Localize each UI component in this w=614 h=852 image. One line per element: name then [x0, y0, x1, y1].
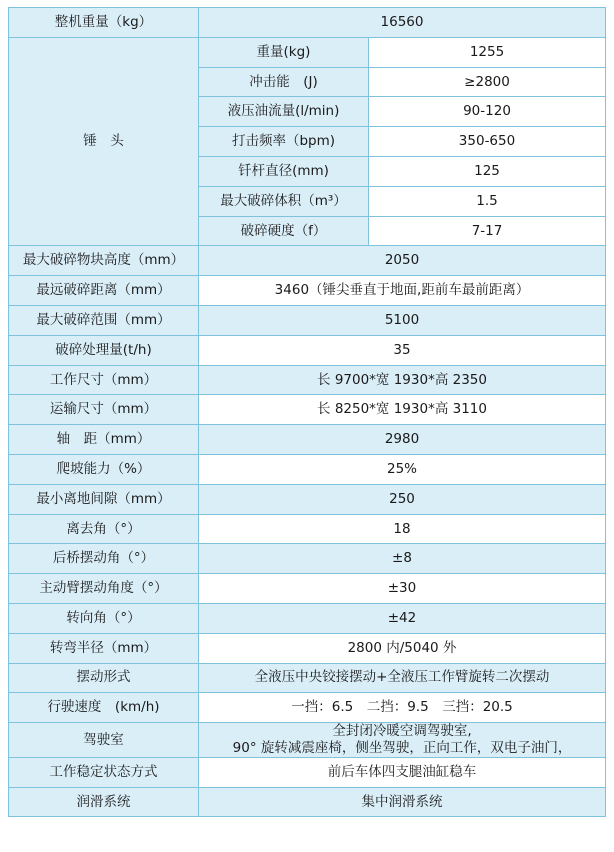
- row-label: 整机重量（kg）: [9, 8, 199, 38]
- row-label: 转弯半径（mm）: [9, 633, 199, 663]
- row-value: 3460（锤尖垂直于地面,距前车最前距离）: [199, 276, 606, 306]
- row-label: 离去角（°）: [9, 514, 199, 544]
- row-label: 主动臂摆动角度（°）: [9, 574, 199, 604]
- row-value: 一挡：6.5 二挡：9.5 三挡：20.5: [199, 693, 606, 723]
- row-value: 2050: [199, 246, 606, 276]
- table-row: [9, 663, 606, 693]
- table-row: [9, 454, 606, 484]
- spec-table: [8, 7, 606, 817]
- table-row: [9, 276, 606, 306]
- table-row: [9, 544, 606, 574]
- row-value: 长 8250*宽 1930*高 3110: [199, 395, 606, 425]
- row-value: ±8: [199, 544, 606, 574]
- table-row: [9, 603, 606, 633]
- row-value: ±30: [199, 574, 606, 604]
- row-label: 最大破碎物块高度（mm）: [9, 246, 199, 276]
- row-value: 全液压中央铰接摆动+全液压工作臂旋转二次摆动: [199, 663, 606, 693]
- sub-label: 冲击能 (J): [199, 67, 369, 97]
- table-row: [9, 246, 606, 276]
- row-value: 250: [199, 484, 606, 514]
- row-value: 18: [199, 514, 606, 544]
- row-label: 最远破碎距离（mm）: [9, 276, 199, 306]
- row-label: 爬坡能力（%）: [9, 454, 199, 484]
- table-row: [9, 8, 606, 38]
- sub-value: 125: [369, 156, 606, 186]
- sub-label: 破碎硬度（f）: [199, 216, 369, 246]
- row-value: 35: [199, 335, 606, 365]
- row-label: 破碎处理量(t/h): [9, 335, 199, 365]
- cab-value-line-2: 90° 旋转减震座椅，侧坐驾驶，正向工作，双电子油门，: [232, 740, 572, 756]
- sub-value: 90-120: [369, 97, 606, 127]
- table-row: [9, 787, 606, 817]
- table-row: [9, 693, 606, 723]
- row-label: 驾驶室: [9, 723, 199, 758]
- sub-label: 打击频率（bpm): [199, 127, 369, 157]
- table-row: [9, 395, 606, 425]
- row-label: 最小离地间隙（mm）: [9, 484, 199, 514]
- row-label: 工作稳定状态方式: [9, 757, 199, 787]
- row-value: 前后车体四支腿油缸稳车: [199, 757, 606, 787]
- row-value: 集中润滑系统: [199, 787, 606, 817]
- row-label: 润滑系统: [9, 787, 199, 817]
- row-label: 后桥摆动角（°）: [9, 544, 199, 574]
- row-value: 5100: [199, 305, 606, 335]
- table-row: [9, 335, 606, 365]
- table-row: [9, 723, 606, 758]
- sub-label: 钎杆直径(mm): [199, 156, 369, 186]
- row-value: 16560: [199, 8, 606, 38]
- row-value: 2980: [199, 425, 606, 455]
- sub-value: 1.5: [369, 186, 606, 216]
- row-value: [199, 723, 606, 758]
- row-label: 运输尺寸（mm）: [9, 395, 199, 425]
- row-value: 25%: [199, 454, 606, 484]
- cab-value-line-1: 全封闭冷暖空调驾驶室,: [332, 723, 472, 740]
- sub-label: 液压油流量(l/min): [199, 97, 369, 127]
- sub-label: 重量(kg): [199, 37, 369, 67]
- sub-value: ≥2800: [369, 67, 606, 97]
- table-row: [9, 757, 606, 787]
- row-value: 长 9700*宽 1930*高 2350: [199, 365, 606, 395]
- table-row: [9, 484, 606, 514]
- row-value: 2800 内/5040 外: [199, 633, 606, 663]
- row-label: 行驶速度 (km/h): [9, 693, 199, 723]
- table-row: [9, 365, 606, 395]
- hammer-group-label: 锤 头: [9, 37, 199, 246]
- sub-value: 7-17: [369, 216, 606, 246]
- row-label: 工作尺寸（mm）: [9, 365, 199, 395]
- table-row: [9, 37, 606, 67]
- row-value: ±42: [199, 603, 606, 633]
- row-label: 摆动形式: [9, 663, 199, 693]
- row-label: 转向角（°）: [9, 603, 199, 633]
- table-row: [9, 574, 606, 604]
- row-label: 最大破碎范围（mm）: [9, 305, 199, 335]
- row-label: 轴 距（mm）: [9, 425, 199, 455]
- sub-value: 1255: [369, 37, 606, 67]
- sub-value: 350-650: [369, 127, 606, 157]
- table-row: [9, 633, 606, 663]
- sub-label: 最大破碎体积（m³）: [199, 186, 369, 216]
- table-row: [9, 425, 606, 455]
- table-row: [9, 305, 606, 335]
- table-row: [9, 514, 606, 544]
